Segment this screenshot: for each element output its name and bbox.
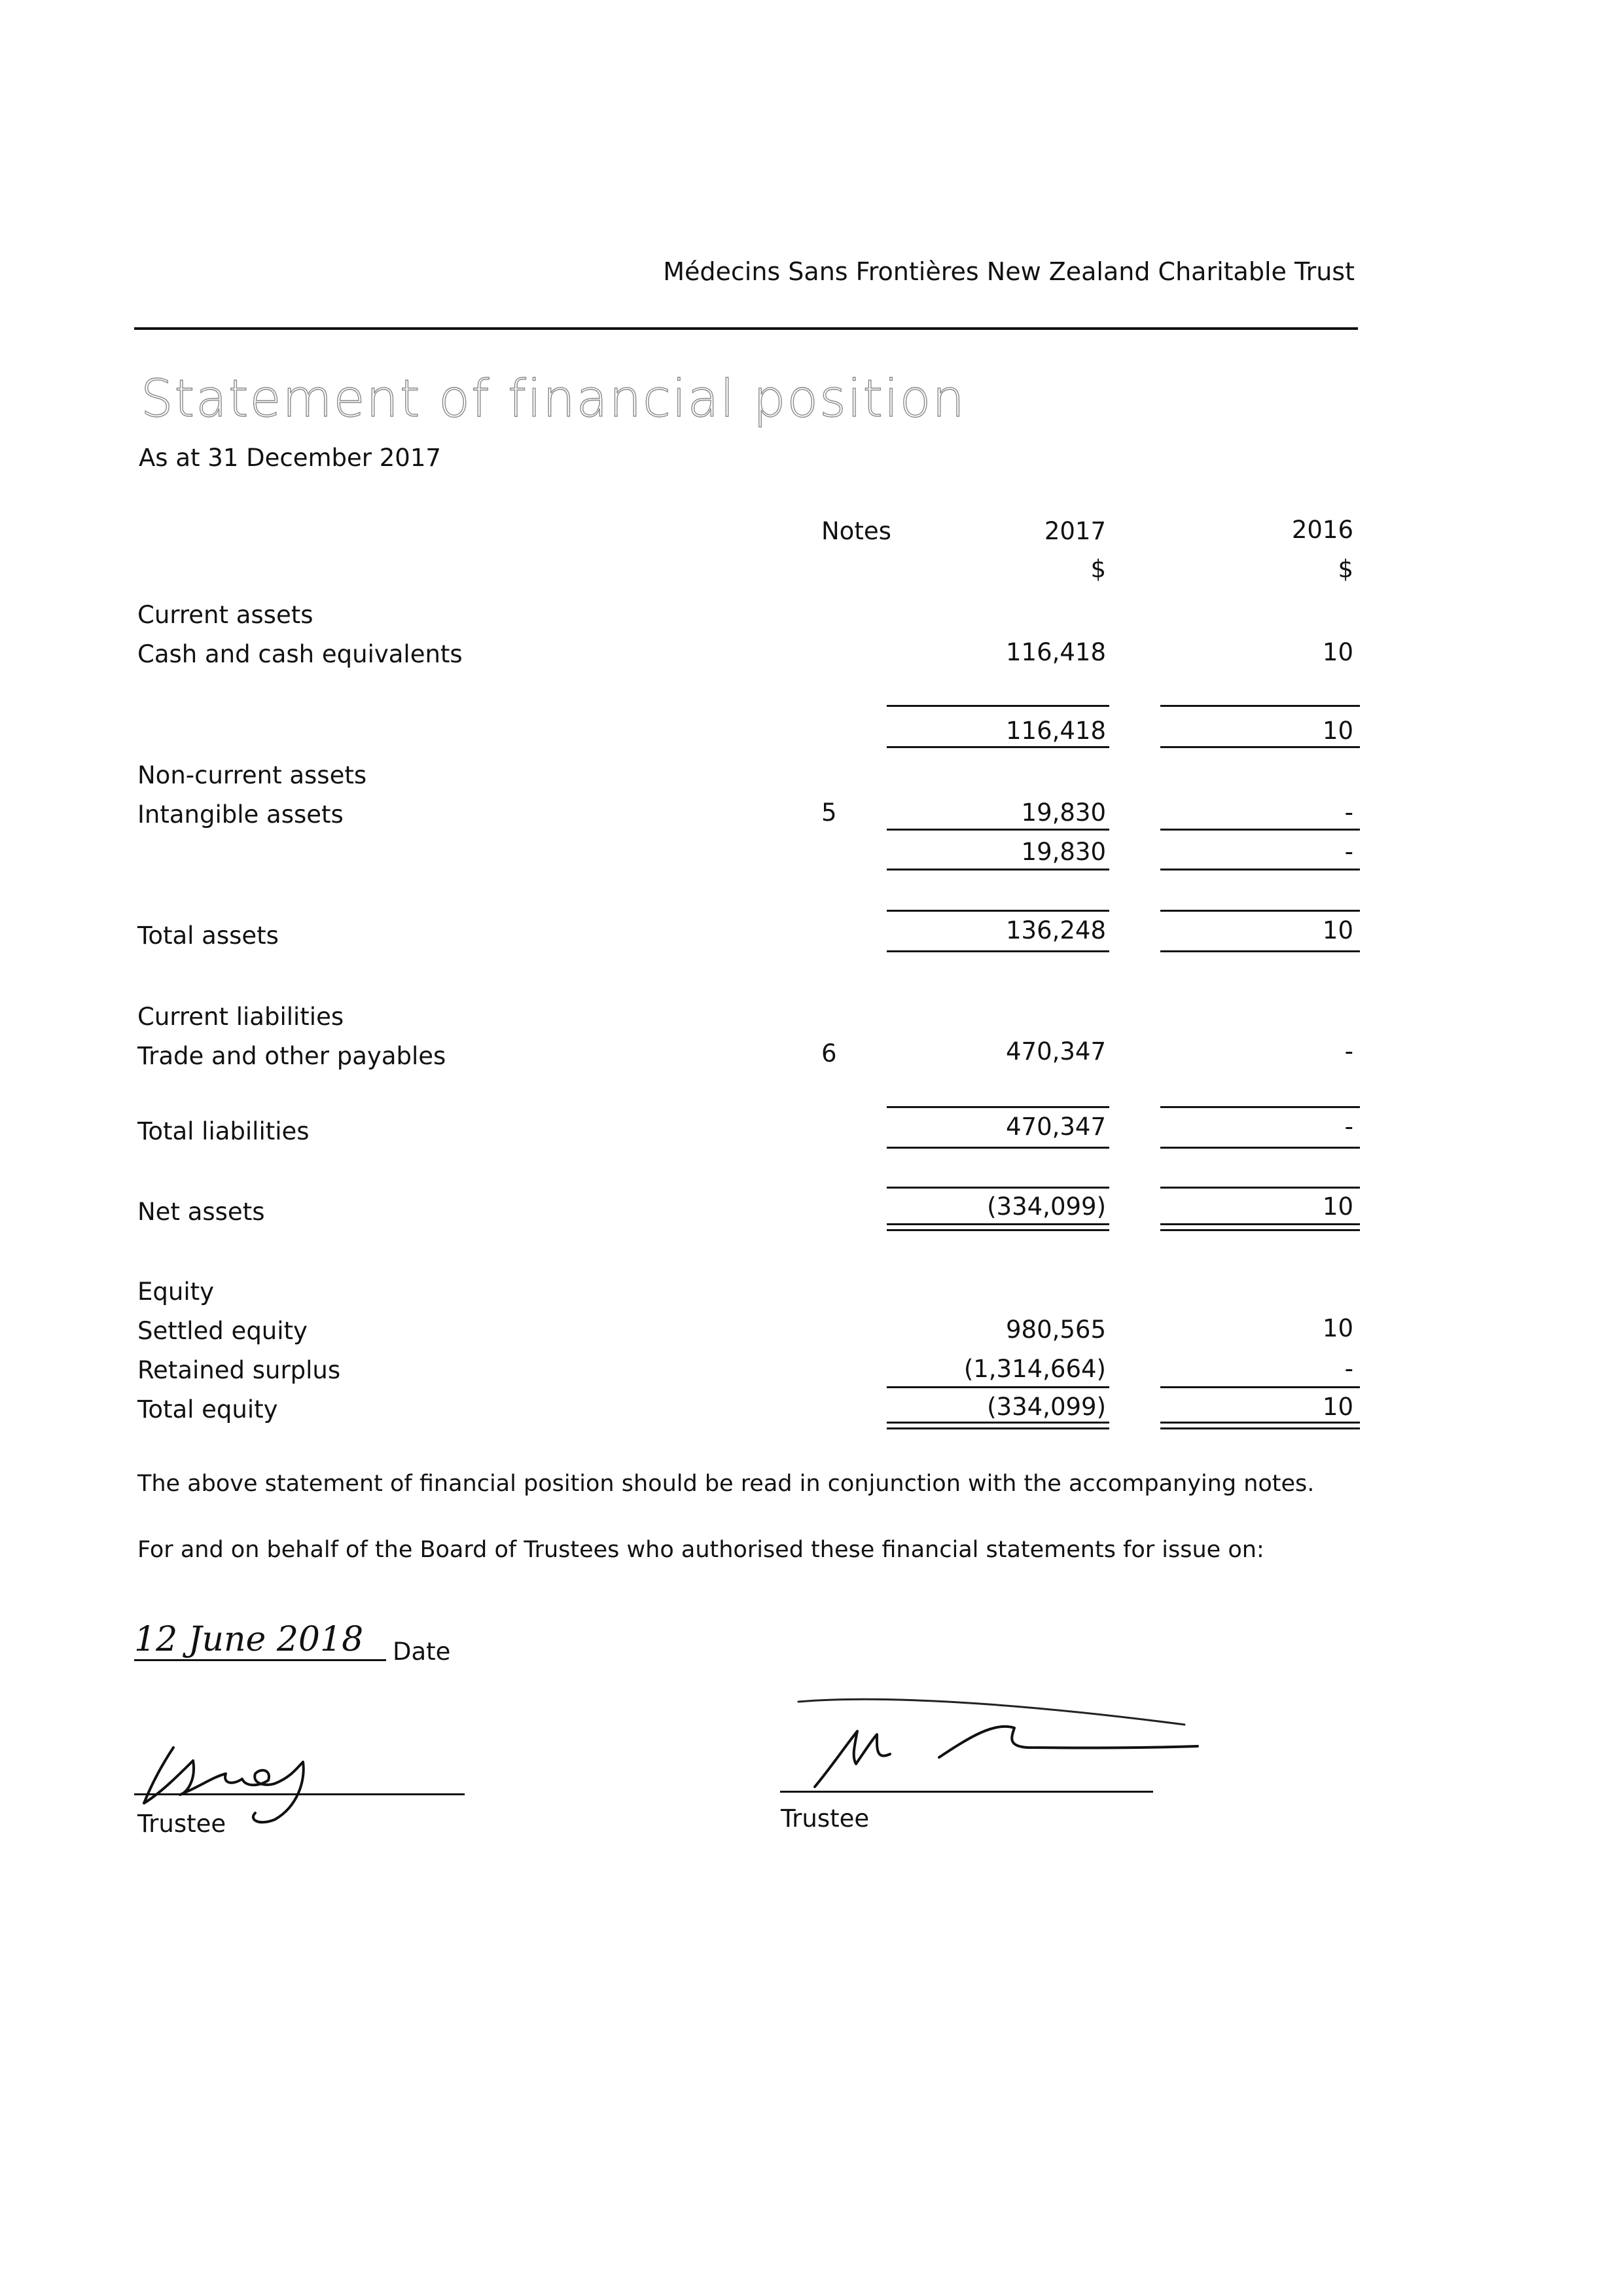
cash-label: Cash and cash equivalents (137, 640, 463, 668)
rule-ca-bottom-2016 (1160, 746, 1360, 748)
net-assets-2017: (334,099) (987, 1193, 1106, 1221)
net-assets-2016: 10 (1322, 1193, 1353, 1221)
settled-equity-2016: 10 (1322, 1314, 1353, 1342)
total-assets-2016: 10 (1322, 916, 1353, 944)
statement-date: As at 31 December 2017 (139, 444, 441, 472)
conjunction-note: The above statement of financial position should be read in conjunction with the accompanying notes. (137, 1471, 1315, 1497)
current-assets-subtotal-2017: 116,418 (1005, 717, 1106, 745)
rule-tl-top-2016 (1160, 1106, 1360, 1108)
rule-ta-bottom-2016 (1160, 950, 1360, 952)
payables-label: Trade and other payables (137, 1042, 446, 1070)
year-2017-header: 2017 (1044, 517, 1106, 545)
trustee-1-label: Trustee (137, 1810, 226, 1838)
settled-equity-label: Settled equity (137, 1317, 308, 1345)
non-current-assets-heading: Non-current assets (137, 761, 367, 789)
payables-2016: - (1344, 1037, 1353, 1066)
non-current-subtotal-2016: - (1344, 838, 1353, 866)
date-line (134, 1659, 386, 1661)
currency-2016-header: $ (1338, 555, 1353, 583)
rule-te-double2-2016 (1160, 1427, 1360, 1429)
rule-ca-top-2016 (1160, 705, 1360, 707)
total-equity-label: Total equity (137, 1395, 278, 1424)
rule-nca-mid-2016 (1160, 829, 1360, 831)
current-assets-heading: Current assets (137, 601, 313, 629)
intangible-2016: - (1344, 798, 1353, 827)
rule-nca-mid-2017 (887, 829, 1109, 831)
rule-na-top-2016 (1160, 1187, 1360, 1189)
rule-na-top-2017 (887, 1187, 1109, 1189)
rule-te-top-2016 (1160, 1386, 1360, 1388)
handwritten-date: 12 June 2018 (134, 1620, 364, 1659)
notes-column-header: Notes (821, 517, 891, 545)
statement-title: Statement of financial position (141, 370, 966, 429)
trustee-2-signature-line (780, 1791, 1153, 1793)
intangible-label: Intangible assets (137, 800, 344, 829)
equity-heading: Equity (137, 1278, 214, 1306)
rule-na-double1-2017 (887, 1223, 1109, 1225)
non-current-subtotal-2017: 19,830 (1021, 838, 1106, 866)
currency-2017-header: $ (1090, 555, 1106, 583)
rule-nca-bottom-2017 (887, 869, 1109, 870)
rule-na-double1-2016 (1160, 1223, 1360, 1225)
retained-surplus-2017: (1,314,664) (963, 1355, 1106, 1383)
rule-tl-bottom-2017 (887, 1147, 1109, 1149)
total-liabilities-2016: - (1344, 1113, 1353, 1141)
trustee-1-signature-line (134, 1793, 465, 1795)
rule-te-double2-2017 (887, 1427, 1109, 1429)
total-liabilities-2017: 470,347 (1005, 1113, 1106, 1141)
rule-te-top-2017 (887, 1386, 1109, 1388)
trustee-2-label: Trustee (781, 1804, 870, 1833)
rule-te-double1-2017 (887, 1422, 1109, 1424)
retained-surplus-label: Retained surplus (137, 1356, 341, 1384)
net-assets-label: Net assets (137, 1198, 265, 1226)
rule-na-double2-2016 (1160, 1229, 1360, 1231)
cash-2017: 116,418 (1005, 638, 1106, 666)
total-liabilities-label: Total liabilities (137, 1117, 310, 1145)
rule-ca-bottom-2017 (887, 746, 1109, 748)
rule-tl-bottom-2016 (1160, 1147, 1360, 1149)
header-rule (134, 327, 1358, 330)
trustee-2-signature (779, 1676, 1211, 1800)
date-label: Date (393, 1638, 451, 1666)
total-equity-2016: 10 (1322, 1393, 1353, 1421)
year-2016-header: 2016 (1291, 516, 1353, 544)
rule-ta-top-2016 (1160, 910, 1360, 912)
rule-ca-top-2017 (887, 705, 1109, 707)
current-liabilities-heading: Current liabilities (137, 1003, 344, 1031)
total-assets-label: Total assets (137, 922, 279, 950)
rule-nca-bottom-2016 (1160, 869, 1360, 870)
rule-te-double1-2016 (1160, 1422, 1360, 1424)
rule-na-double2-2017 (887, 1229, 1109, 1231)
intangible-2017: 19,830 (1021, 798, 1106, 827)
total-equity-2017: (334,099) (987, 1393, 1106, 1421)
payables-2017: 470,347 (1005, 1037, 1106, 1066)
total-assets-2017: 136,248 (1005, 916, 1106, 944)
retained-surplus-2016: - (1344, 1355, 1353, 1383)
rule-ta-top-2017 (887, 910, 1109, 912)
current-assets-subtotal-2016: 10 (1322, 717, 1353, 745)
cash-2016: 10 (1322, 638, 1353, 666)
intangible-note: 5 (821, 798, 837, 827)
rule-ta-bottom-2017 (887, 950, 1109, 952)
authorisation-statement: For and on behalf of the Board of Trustees who authorised these financial statements for issue on: (137, 1537, 1264, 1563)
rule-tl-top-2017 (887, 1106, 1109, 1108)
settled-equity-2017: 980,565 (1005, 1316, 1106, 1344)
payables-note: 6 (821, 1039, 837, 1067)
organisation-name: Médecins Sans Frontières New Zealand Charitable Trust (663, 257, 1355, 286)
